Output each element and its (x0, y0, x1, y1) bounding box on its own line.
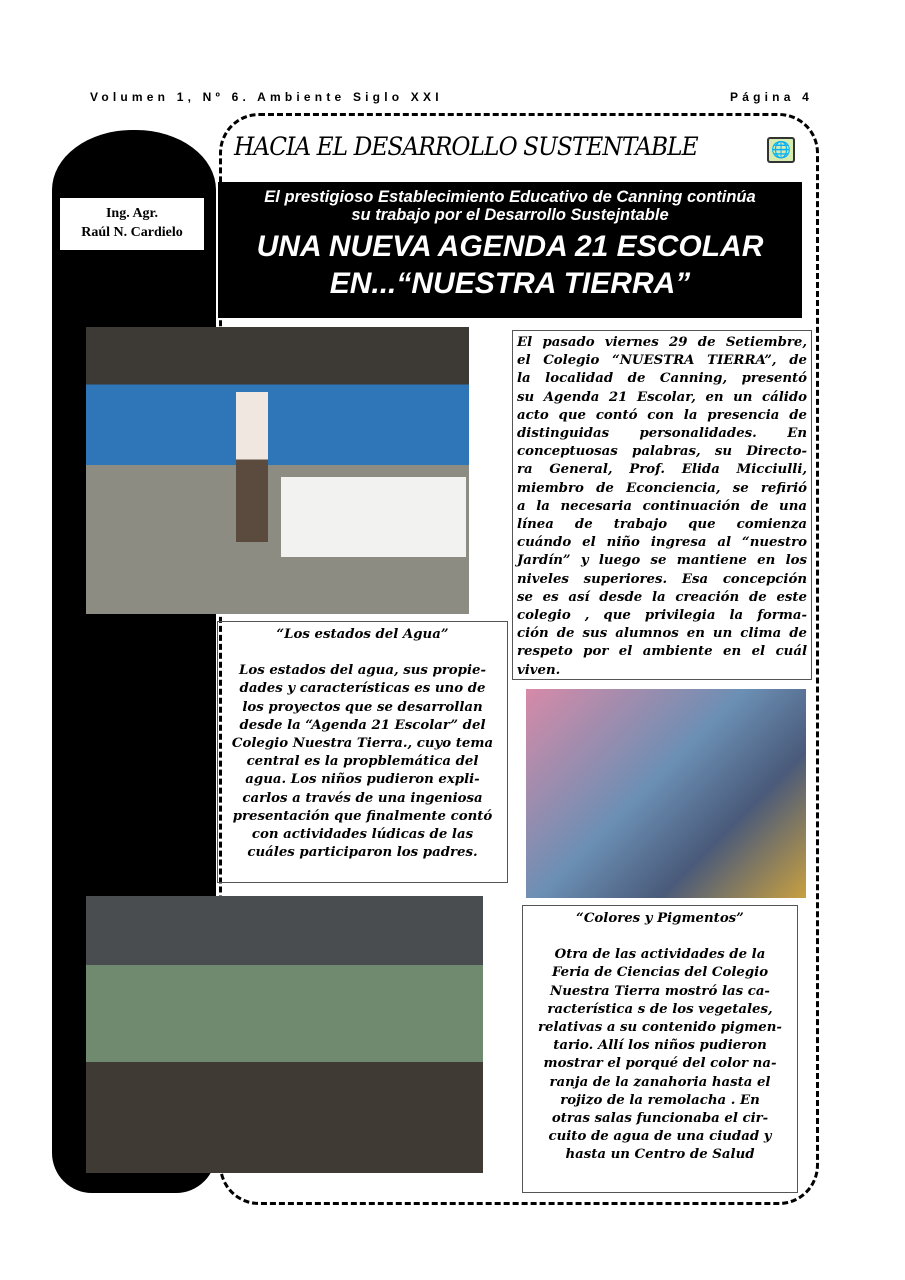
text-line: miembro de Econciencia, se refirió (517, 480, 807, 496)
text-line: central es la propblemática del (246, 754, 479, 770)
text-line: otras salas funcionaba el cir- (551, 1111, 769, 1127)
text-line: relativas a su contenido pigmen- (538, 1020, 782, 1036)
caption-colors-pigments (522, 905, 798, 1193)
caption-text (527, 946, 793, 1164)
text-line: El pasado viernes 29 de Setiembre, (517, 335, 807, 350)
text-line: ra General, Prof. Elida Micciulli, (517, 462, 807, 478)
article-body (512, 330, 812, 680)
headline-1: UNA NUEVA AGENDA 21 ESCOLAR (256, 230, 764, 263)
text-line: la localidad de Canning, presentó (517, 371, 807, 387)
text-line: ción de sus alumnos en un clima de (517, 626, 807, 642)
text-line: Otra de las actividades de la (554, 947, 766, 963)
text-line: dades y características es uno de (239, 681, 486, 697)
photo-children-experiment (526, 689, 806, 898)
headline-2: EN...“NUESTRA TIERRA” (329, 267, 691, 300)
text-line: tario. Allí los niños pudieron (553, 1038, 767, 1054)
author-name: Raúl N. Cardielo (81, 225, 183, 240)
text-line: desde la “Agenda 21 Escolar” del (239, 717, 486, 733)
text-line: presentación que finalmente contó (232, 808, 493, 824)
photo-presentation (86, 327, 469, 614)
text-line: conceptuosas palabras, su Directo- (517, 444, 807, 460)
headline-box (218, 182, 802, 318)
text-line: los proyectos que se desarrollan (242, 699, 483, 715)
text-line: Colegio Nuestra Tierra., cuyo tema (231, 736, 494, 752)
text-line: viven. (517, 662, 561, 678)
subheadline-2: su trabajo por el Desarrollo Sustejntable (351, 206, 669, 224)
text-line: hasta un Centro de Salud (565, 1147, 755, 1163)
text-line: respeto por el ambiente en el cuál (517, 644, 807, 660)
text-line: colegio , que privilegia la forma- (517, 608, 807, 624)
text-line: cuáles participaron los padres. (247, 845, 478, 861)
text-line: distinguidas personalidades. En (517, 426, 807, 442)
text-line: su Agenda 21 Escolar, en un cálido (517, 389, 807, 405)
text-line: cuándo el niño ingresa al “nuestro (517, 535, 807, 551)
author-box (60, 198, 204, 250)
text-line: niveles superiores. Esa concepción (517, 571, 807, 587)
text-line: cuito de agua de una ciudad y (548, 1129, 772, 1145)
text-line: Jardín” y luego se mantiene en los (517, 553, 807, 569)
author-title: Ing. Agr. (105, 206, 158, 221)
text-line: mostrar el porqué del color na- (543, 1056, 777, 1072)
text-line: Los estados del agua, sus propie- (239, 663, 486, 679)
text-line: se es así desde la creación de este (517, 589, 807, 605)
text-line: racterística s de los vegetales, (547, 1001, 773, 1017)
globe-icon: 🌐 (767, 137, 795, 163)
caption-water-states (217, 621, 508, 883)
text-line: el Colegio “NUESTRA TIERRA”, de (517, 353, 807, 369)
text-line: línea de trabajo que comienza (517, 517, 807, 533)
text-line: ranja de la zanahoria hasta el (549, 1074, 771, 1090)
text-line: rojizo de la remolacha . En (560, 1092, 760, 1108)
subheadline-1: El prestigioso Establecimiento Educativo de Canning continúa (264, 188, 756, 206)
text-line: Nuestra Tierra mostró las ca- (550, 983, 770, 999)
text-line: agua. Los niños pudieron expli- (245, 772, 480, 788)
text-line: carlos a través de una ingeniosa (242, 790, 483, 806)
text-line: Feria de Ciencias del Colegio (551, 965, 769, 981)
running-header-left: Volumen 1, Nº 6. Ambiente Siglo XXI (90, 90, 443, 104)
text-line: a la necesaria continuación de una (517, 498, 807, 514)
text-line: con actividades lúdicas de las (251, 827, 474, 843)
text-line: acto que contó con la presencia de (517, 407, 807, 423)
page-number: Página 4 (730, 90, 813, 104)
caption-text (222, 662, 503, 862)
photo-classroom (86, 896, 483, 1173)
caption-title: “Colores y Pigmentos” (576, 911, 744, 926)
caption-title: “Los estados del Agua” (276, 627, 449, 642)
section-kicker: HACIA EL DESARROLLO SUSTENTABLE (234, 132, 698, 161)
